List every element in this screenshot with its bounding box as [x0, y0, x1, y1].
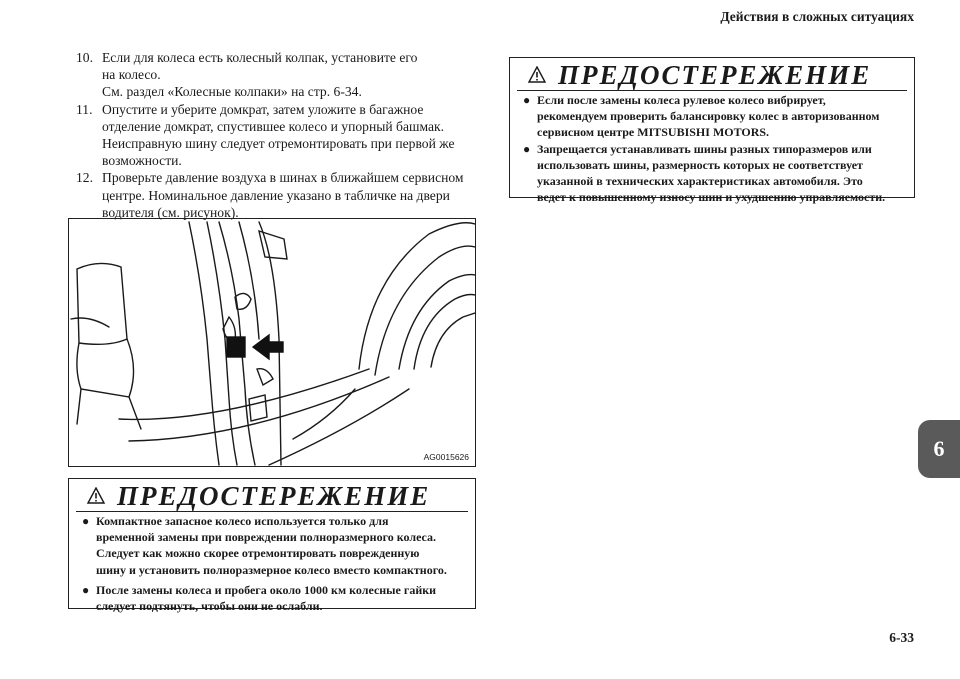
- warning-line: сервисном центре MITSUBISHI MOTORS.: [537, 125, 770, 140]
- step-line: Опустите и уберите домкрат, затем уложите в багажное: [102, 101, 424, 117]
- chapter-tab[interactable]: [918, 420, 960, 478]
- step-line: Неисправную шину следует отремонтировать при первой же: [102, 136, 455, 152]
- warning-line: шину и установить полноразмерное колесо вместо компактного.: [96, 562, 447, 577]
- warning-line: указанной в технических характеристиках автомобиля. Это: [537, 174, 863, 189]
- step-line: См. раздел «Колесные колпаки» на стр. 6-34.: [102, 84, 362, 100]
- step-number: 10.: [76, 50, 93, 65]
- warning-line: использовать шины, размерность которых не соответствует: [537, 157, 863, 172]
- step-line: центре. Номинальное давление указано в табличке на двери: [102, 187, 450, 203]
- bullet-icon: ●: [523, 93, 531, 107]
- warning-line: После замены колеса и пробега около 1000 км колесные гайки: [96, 582, 437, 597]
- warning-triangle-icon: [87, 487, 105, 505]
- warning-line: ведет к повышенному износу шин и ухудшению управляемости.: [537, 190, 886, 205]
- step-line: Если для колеса есть колесный колпак, установите его: [102, 50, 418, 65]
- bullet-icon: ●: [82, 514, 90, 528]
- warning-line: Если после замены колеса рулевое колесо вибрирует,: [537, 93, 826, 107]
- door-pillar-figure: [68, 218, 476, 467]
- warning-item: [523, 92, 906, 141]
- chapter-tab-label: 6: [933, 436, 945, 461]
- warning-line: временной замены при повреждении полноразмерного колеса.: [96, 530, 437, 545]
- step-line: отделение домкрат, спустившее колесо и упорный башмак.: [102, 118, 444, 134]
- step-line: возможности.: [102, 153, 182, 169]
- step-line: Проверьте давление воздуха в шинах в ближайшем сервисном: [102, 170, 464, 186]
- step-line: на колесо.: [102, 67, 161, 83]
- step-item: [76, 49, 476, 101]
- warning-line: Компактное запасное колесо используется только для: [96, 514, 389, 528]
- step-item: [76, 169, 476, 221]
- warning-title: ПРЕДОСТЕРЕЖЕНИЕ: [558, 59, 872, 90]
- bullet-icon: ●: [523, 141, 531, 156]
- warning-box-right: [509, 57, 915, 205]
- warning-box-left: [68, 478, 476, 614]
- steps-list: [76, 49, 476, 221]
- step-number: 12.: [76, 170, 93, 186]
- warning-title: ПРЕДОСТЕРЕЖЕНИЕ: [117, 480, 431, 511]
- figure-code: AG0015626: [423, 452, 469, 462]
- warning-item: [82, 513, 467, 578]
- step-line: водителя (см. рисунок).: [102, 204, 239, 220]
- warning-item: [82, 582, 467, 614]
- warning-line: рекомендуем проверить балансировку колес в авторизованном: [537, 109, 880, 124]
- warning-line: Запрещается устанавливать шины разных типоразмеров или: [537, 141, 872, 156]
- step-number: 11.: [76, 101, 93, 117]
- section-header: Действия в сложных ситуациях: [720, 9, 914, 24]
- page-number: 6-33: [889, 630, 914, 645]
- warning-item: [523, 141, 906, 206]
- bullet-icon: ●: [82, 582, 90, 597]
- warning-triangle-icon: [528, 66, 546, 84]
- step-item: [76, 101, 476, 170]
- warning-line: Следует как можно скорее отремонтировать поврежденную: [96, 546, 420, 561]
- warning-line: следует подтянуть, чтобы они не ослабли.: [96, 599, 323, 614]
- door-pillar-tire-label-illustration: [69, 219, 475, 466]
